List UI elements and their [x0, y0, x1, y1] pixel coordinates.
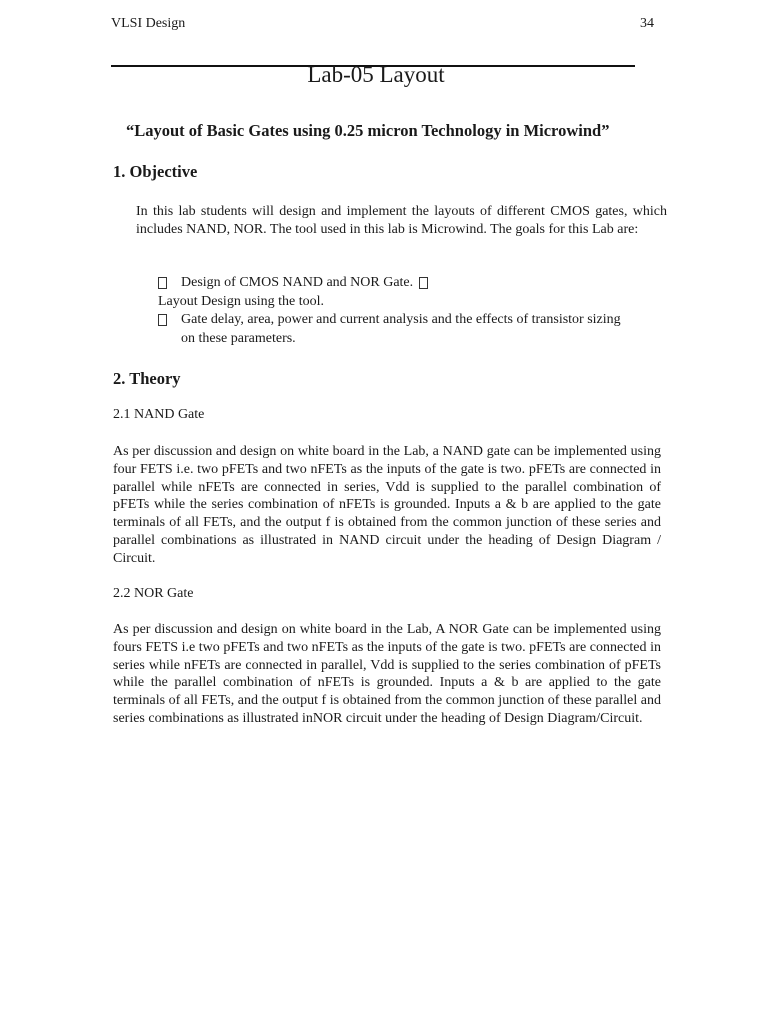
goal-item [158, 274, 658, 293]
running-header [111, 15, 654, 33]
theory-heading: 2. Theory [113, 369, 181, 388]
goal-item-text: Design of CMOS NAND and NOR Gate. [181, 275, 414, 290]
objective-heading: 1. Objective [113, 162, 198, 181]
nand-gate-heading: 2.1 NAND Gate [113, 407, 205, 422]
objective-paragraph: In this lab students will design and implement the layouts of different CMOS gates, which includes NAND, NOR. The tool used in this lab is Microwind. The goals for this Lab are: [136, 204, 667, 237]
goal-item [158, 311, 658, 330]
lab-subtitle: “Layout of Basic Gates using 0.25 micron Technology in Microwind” [126, 121, 610, 140]
goal-item [158, 293, 658, 312]
bullet-icon [158, 314, 167, 326]
goal-item-text: Layout Design using the tool. [158, 293, 325, 309]
goal-item-text: on these parameters. [181, 330, 296, 346]
nor-gate-heading: 2.2 NOR Gate [113, 586, 194, 601]
bullet-icon [158, 277, 167, 289]
header-course-title: VLSI Design [111, 16, 186, 31]
nor-gate-paragraph: As per discussion and design on white board in the Lab, A NOR Gate can be implemented using fours FETS i.e two pFETs and two nFETs as the inputs of the gate is two. pFETs are connected in series while nFETs are connected in parallel, Vdd is supplied to the series combination of pFETs while the parallel combination of nFETs is grounded. Inputs a & b are applied to the gate terminals of all FETs, and the output f is obtained from the common junction of these parallel and series combinations as illustrated inNOR circuit under the heading of Design Diagram/Circuit. [113, 622, 661, 726]
goal-item-continuation [158, 330, 658, 349]
goal-item-text: Gate delay, area, power and current analysis and the effects of transistor sizing [181, 312, 621, 327]
goals-list [158, 274, 658, 348]
lab-title: Lab-05 Layout [307, 62, 445, 87]
nand-gate-paragraph: As per discussion and design on white board in the Lab, a NAND gate can be implemented using four FETS i.e. two pFETs and two nFETs as the inputs of the gate is two. pFETs are connected in parallel while nFETs are connected in series, Vdd is supplied to the parallel combination of pFETs while the series combination of nFETs is grounded. Inputs a & b are applied to the gate terminals of all FETs, and the output f is obtained from the common junction of these series and parallel combinations as illustrated in NAND circuit under the heading of Design Diagram / Circuit. [113, 444, 661, 566]
bullet-icon [419, 277, 428, 289]
header-page-number: 34 [640, 16, 654, 31]
